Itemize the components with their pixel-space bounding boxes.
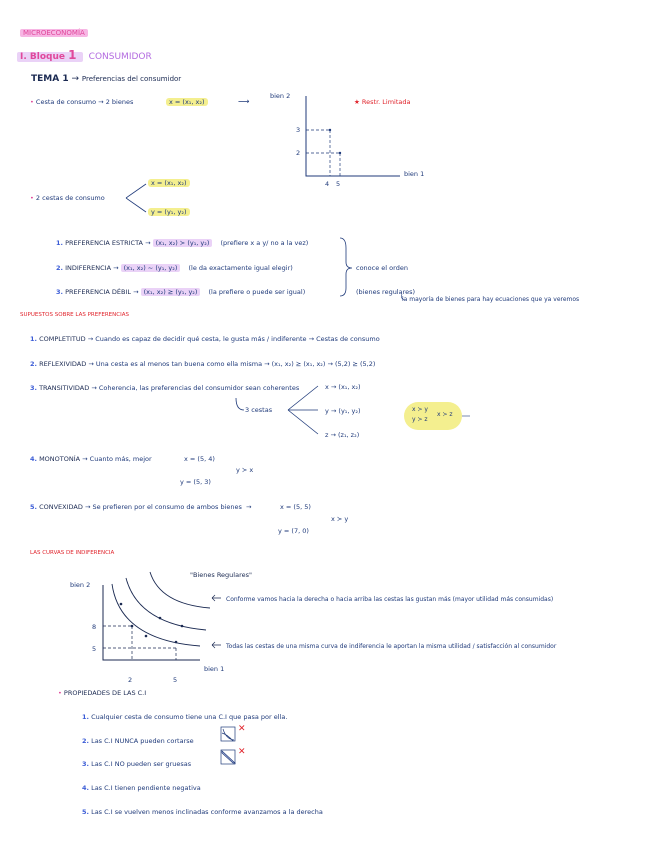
supuesto-item: 4. MONOTONÍA → Cuanto más, mejor — [30, 455, 152, 463]
relations-footnote: la mayoría de bienes para hay ecuaciones que ya veremos — [402, 296, 580, 303]
restr-label: Restr. Limitada — [361, 98, 411, 106]
conv-y: y = (7, 0) — [278, 527, 309, 535]
crossing-curves-sketch — [222, 729, 234, 741]
subject-title: MICROECONOMÍA — [20, 29, 88, 37]
relations-brace-label: conoce el orden — [356, 264, 408, 272]
propiedad-item: 2. Las C.I NUNCA pueden cortarse — [82, 737, 194, 745]
propiedad-item: 4. Las C.I tienen pendiente negativa — [82, 784, 201, 792]
trans-fork — [288, 386, 318, 434]
trans-z: z → (z₁, z₂) — [325, 431, 360, 439]
topic-label: TEMA 1 — [31, 74, 69, 84]
curvas-ytick-8: 8 — [92, 623, 97, 631]
curvas-note-1: Conforme vamos hacia la derecha o hacia arriba las cestas las gustan más (mayor utilidad más consumidas) — [226, 596, 554, 603]
block-name: CONSUMIDOR — [88, 52, 152, 62]
conv-x: x = (5, 5) — [280, 503, 311, 511]
graph1-xtick-4: 4 — [325, 180, 330, 188]
curvas-ytick-5: 5 — [92, 645, 97, 653]
graph1-ylabel: bien 2 — [270, 92, 291, 100]
propiedad-item: 1. Cualquier cesta de consumo tiene una C.I que pasa por ella. — [82, 713, 288, 721]
cesta-line: Cesta de consumo → 2 bienes — [35, 98, 134, 106]
cesta-arrow: ⟶ — [238, 97, 250, 106]
supuesto-item: 1. COMPLETITUD → Cuando es capaz de decidir qué cesta, le gusta más / indiferente → Cestas de consumo — [30, 335, 380, 343]
cross-icon: ✕ — [238, 724, 246, 734]
curvas-axes — [103, 585, 200, 660]
trans-rule-res: x ≻ z — [437, 411, 453, 418]
propiedad-item: 5. Las C.I se vuelven menos inclinadas conforme avanzamos a la derecha — [82, 808, 323, 816]
mono-y: y = (5, 3) — [180, 478, 211, 486]
trans-cestas: 3 cestas — [245, 406, 273, 414]
trans-rule-1: x ≻ y — [412, 406, 428, 413]
conv-arrow: → — [246, 503, 252, 511]
cesta-x: x = (x₁, x₂) — [148, 179, 190, 187]
graph1-axes — [306, 96, 400, 176]
graph1-point — [339, 152, 341, 154]
trans-y: y → (y₁, y₂) — [325, 407, 361, 415]
thick-curve-sketch — [222, 751, 235, 763]
graph1-ytick-3: 3 — [296, 126, 301, 134]
relations-brace-sub: (bienes regulares) — [356, 288, 416, 296]
curvas-xtick-2: 2 — [128, 676, 133, 684]
trans-x: x → (x₁, x₂) — [325, 383, 361, 391]
supuesto-item: 3. TRANSITIVIDAD → Coherencia, las preferencias del consumidor sean coherentes — [30, 384, 300, 392]
block-number: I. — [20, 52, 27, 62]
relation-row: 1. PREFERENCIA ESTRICTA → (x₁, x₂) ≻ (y₁, y₂) (prefiere x a y/ no a la vez) — [56, 239, 309, 247]
graph1-xlabel: bien 1 — [404, 170, 425, 178]
indifference-curve — [126, 578, 206, 630]
fork-arrow — [126, 184, 146, 212]
curvas-title: LAS CURVAS DE INDIFERENCIA — [30, 550, 115, 556]
bullet: • — [30, 98, 34, 106]
curvas-xtick-5: 5 — [173, 676, 178, 684]
graph1-ytick-2: 2 — [296, 149, 301, 157]
topic-title: Preferencias del consumidor — [81, 75, 182, 83]
bullet: • — [58, 689, 62, 697]
relation-row: 3. PREFERENCIA DÉBIL → (x₁, x₂) ⪰ (y₁, y₂) (la prefiere o puede ser igual) — [56, 288, 306, 296]
star-icon: ★ — [354, 98, 360, 106]
propiedades-title: PROPIEDADES DE LAS C.I — [63, 689, 147, 697]
block-word: Bloque — [29, 52, 66, 62]
cesta-y: y = (y₁, y₂) — [148, 208, 190, 216]
supuesto-item: 5. CONVEXIDAD → Se prefieren por el consumo de ambos bienes — [30, 503, 242, 511]
cesta-formula: x = (x₁, x₂) — [166, 98, 208, 106]
dos-cestas-label: 2 cestas de consumo — [35, 194, 105, 202]
cross-icon: ✕ — [238, 747, 246, 757]
indifference-curve — [112, 584, 200, 646]
mono-res: y ≻ x — [236, 466, 254, 474]
supuesto-item: 2. REFLEXIVIDAD → Una cesta es al menos tan buena como ella misma → (x₁, x₂) ⪰ (x₁, x₂) → (5,2) ⪰ (5,2) — [30, 360, 376, 368]
conv-res: x ≻ y — [331, 515, 349, 523]
relation-row: 2. INDIFERENCIA → (x₁, x₂) ~ (y₁, y₂) (le da exactamente igual elegir) — [56, 264, 293, 272]
mono-x: x = (5, 4) — [184, 455, 215, 463]
curvas-note-2: Todas las cestas de una misma curva de indiferencia le aportan la misma utilidad / satisfacción al consumidor — [226, 643, 557, 650]
graph1-xtick-5: 5 — [336, 180, 341, 188]
relations-brace — [340, 238, 352, 296]
curvas-graph-label: "Bienes Regulares" — [190, 571, 252, 579]
trans-rule-2: y ≻ z — [412, 416, 428, 423]
propiedad-item: 3. Las C.I NO pueden ser gruesas — [82, 760, 192, 768]
topic-arrow: → — [71, 74, 80, 84]
supuestos-title: SUPUESTOS SOBRE LAS PREFERENCIAS — [20, 312, 129, 318]
graph1-point — [329, 129, 331, 131]
bullet: • — [30, 194, 34, 202]
indifference-curve — [150, 572, 210, 608]
curvas-xlabel: bien 1 — [204, 665, 225, 673]
block-digit: 1 — [68, 48, 77, 62]
curvas-ylabel: bien 2 — [70, 581, 91, 589]
